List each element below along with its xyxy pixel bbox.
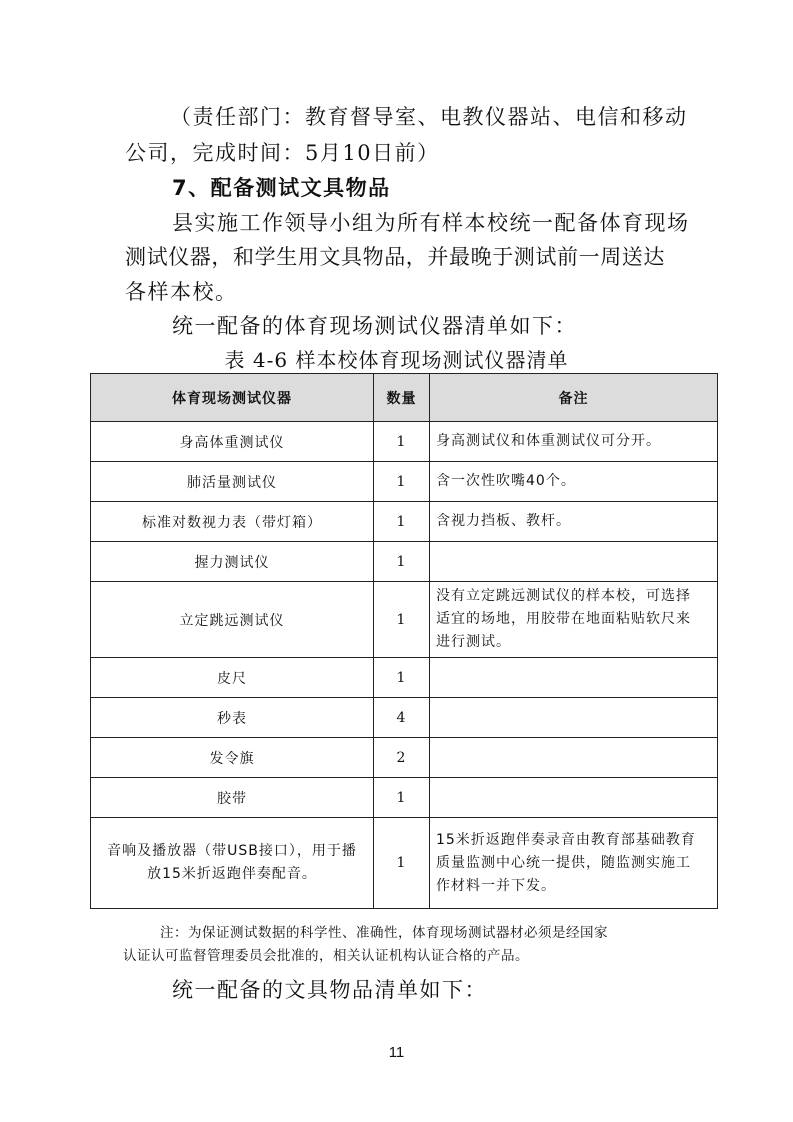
- table-row: [91, 818, 718, 909]
- instrument-remark: [430, 778, 718, 818]
- remark-line: 15米折返跑伴奏录音由教育部基础教育: [436, 831, 696, 848]
- instrument-quantity: 1: [374, 542, 430, 582]
- instrument-name: 发令旗: [91, 738, 374, 778]
- table-row: [91, 738, 718, 778]
- table-caption: 表 4-6 样本校体育现场测试仪器清单: [224, 348, 569, 372]
- instrument-quantity: 1: [374, 462, 430, 502]
- remark-line: 进行测试。: [436, 634, 511, 650]
- table-row: [91, 422, 718, 462]
- remark-line: 适宜的场地，用胶带在地面粘贴软尺来: [436, 611, 691, 627]
- closing-line: 统一配备的文具物品清单如下：: [172, 978, 487, 1002]
- instrument-name: 身高体重测试仪: [91, 422, 374, 462]
- instrument-remark: [430, 698, 718, 738]
- instrument-quantity: 1: [374, 422, 430, 462]
- instrument-name: 秒表: [91, 698, 374, 738]
- table-row: [91, 778, 718, 818]
- remark-line: 作材料一并下发。: [436, 877, 556, 894]
- instrument-name: 皮尺: [91, 658, 374, 698]
- instrument-quantity: 2: [374, 738, 430, 778]
- instrument-quantity: 1: [374, 818, 430, 909]
- table-header-row: [91, 374, 718, 422]
- instrument-name-line: 音响及播放器（带USB接口），用于播: [107, 843, 357, 859]
- instrument-name: 胶带: [91, 778, 374, 818]
- table-row: [91, 698, 718, 738]
- table-row: [91, 502, 718, 542]
- instrument-remark: [430, 542, 718, 582]
- list-intro: 统一配备的体育现场测试仪器清单如下：: [172, 314, 577, 338]
- instrument-quantity: 1: [374, 658, 430, 698]
- instrument-quantity: 4: [374, 698, 430, 738]
- instrument-quantity: 1: [374, 778, 430, 818]
- instrument-remark: 含视力挡板、教杆。: [430, 502, 718, 542]
- instrument-table: [90, 373, 718, 909]
- table-row: [91, 582, 718, 658]
- instrument-remark: 含一次性吹嘴40个。: [430, 462, 718, 502]
- remark-line: 没有立定跳远测试仪的样本校，可选择: [436, 588, 691, 604]
- page-number: 11: [388, 1044, 405, 1061]
- header-instrument: 体育现场测试仪器: [91, 374, 374, 422]
- instrument-name-line: 放15米折返跑伴奏配音。: [147, 866, 317, 882]
- responsibility-line-2: 公司，完成时间：5月10日前）: [125, 141, 440, 165]
- body-line-1: 县实施工作领导小组为所有样本校统一配备体育现场: [172, 211, 690, 235]
- section-heading-7: 7、配备测试文具物品: [172, 176, 391, 200]
- table-row: [91, 658, 718, 698]
- instrument-name: 立定跳远测试仪: [91, 582, 374, 658]
- responsibility-line-1: （责任部门：教育督导室、电教仪器站、电信和移动: [170, 105, 688, 129]
- instrument-remark: [430, 738, 718, 778]
- instrument-remark: [430, 582, 718, 658]
- instrument-quantity: 1: [374, 502, 430, 542]
- body-line-3: 各样本校。: [125, 280, 238, 304]
- table-footnote-line-1: 注：为保证测试数据的科学性、准确性，体育现场测试器材必须是经国家: [160, 925, 608, 941]
- header-remarks: 备注: [430, 374, 718, 422]
- header-quantity: 数量: [374, 374, 430, 422]
- instrument-name: 握力测试仪: [91, 542, 374, 582]
- table-row: [91, 462, 718, 502]
- instrument-quantity: 1: [374, 582, 430, 658]
- instrument-remark: 身高测试仪和体重测试仪可分开。: [430, 422, 718, 462]
- remark-line: 质量监测中心统一提供，随监测实施工: [436, 854, 691, 871]
- body-line-2: 测试仪器，和学生用文具物品，并最晚于测试前一周送达: [125, 245, 665, 269]
- instrument-remark: [430, 818, 718, 909]
- instrument-name: 标准对数视力表（带灯箱）: [91, 502, 374, 542]
- instrument-name: 肺活量测试仪: [91, 462, 374, 502]
- table-row: [91, 542, 718, 582]
- table-footnote-line-2: 认证认可监督管理委员会批准的，相关认证机构认证合格的产品。: [123, 948, 529, 964]
- instrument-remark: [430, 658, 718, 698]
- instrument-name: [91, 818, 374, 909]
